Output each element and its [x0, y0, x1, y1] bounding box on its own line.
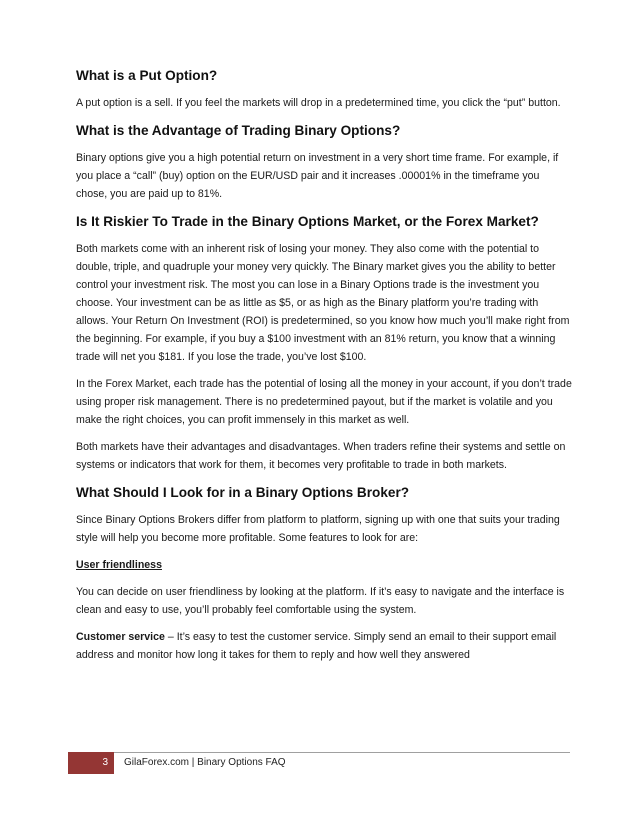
subheading-user-friendliness: User friendliness	[76, 559, 162, 571]
paragraph-broker-intro: Since Binary Options Brokers differ from platform to platform, signing up with one that suits your trading style will help you become more profitable. Some features to look for are:	[76, 514, 560, 544]
heading-put-option: What is a Put Option?	[76, 68, 218, 83]
paragraph-risk-3: Both markets have their advantages and disadvantages. When traders refine their systems and settle on systems or indicators that work for them, it becomes very profitable to trade in both markets.	[76, 441, 566, 471]
paragraph-advantage: Binary options give you a high potential return on investment in a very short time frame. For example, if you place a “call” (buy) option on the EUR/USD pair and it increases .00001% in the timeframe you chose, you are paid up to 81%.	[76, 152, 559, 200]
heading-advantage: What is the Advantage of Trading Binary Options?	[76, 123, 401, 138]
label-customer-service: Customer service	[76, 631, 165, 643]
paragraph-risk-1: Both markets come with an inherent risk of losing your money. They also come with the potential to double, triple, and quadruple your money very quickly. The Binary market gives you the ability to better control your investment risk. The most you can lose in a Binary Options trade is the investment you choose. Your investment can be as little as $5, or as high as the Binary platform you’re trading with allows. Your Return On Investment (ROI) is predetermined, so you know how much you’ll make right from the beginning. For example, if you buy a $100 investment with an 81% return, you know that a winning trade will net you $181. If you lose the trade, you’ve lost $100.	[76, 243, 570, 363]
footer-text: GilaForex.com | Binary Options FAQ	[124, 757, 286, 768]
page-footer	[68, 752, 570, 772]
paragraph-user-friendliness: You can decide on user friendliness by looking at the platform. If it’s easy to navigate and the interface is clean and easy to use, you’ll probably feel comfortable using the system.	[76, 586, 565, 616]
text-customer-service: – It’s easy to test the customer service. Simply send an email to their support email address and monitor how long it takes for them to reply and how well they answered	[76, 631, 557, 661]
heading-riskier: Is It Riskier To Trade in the Binary Options Market, or the Forex Market?	[76, 214, 539, 229]
heading-broker: What Should I Look for in a Binary Options Broker?	[76, 485, 410, 500]
document-page	[76, 66, 572, 664]
page-number: 3	[68, 752, 114, 774]
paragraph-customer-service	[76, 628, 572, 664]
paragraph-risk-2: In the Forex Market, each trade has the potential of losing all the money in your account, if you don’t trade using proper risk management. There is no predetermined payout, but if the market is volatile and you make the right choices, you can profit immensely in this market as well.	[76, 378, 572, 426]
paragraph-put-option: A put option is a sell. If you feel the markets will drop in a predetermined time, you click the “put” button.	[76, 97, 561, 109]
